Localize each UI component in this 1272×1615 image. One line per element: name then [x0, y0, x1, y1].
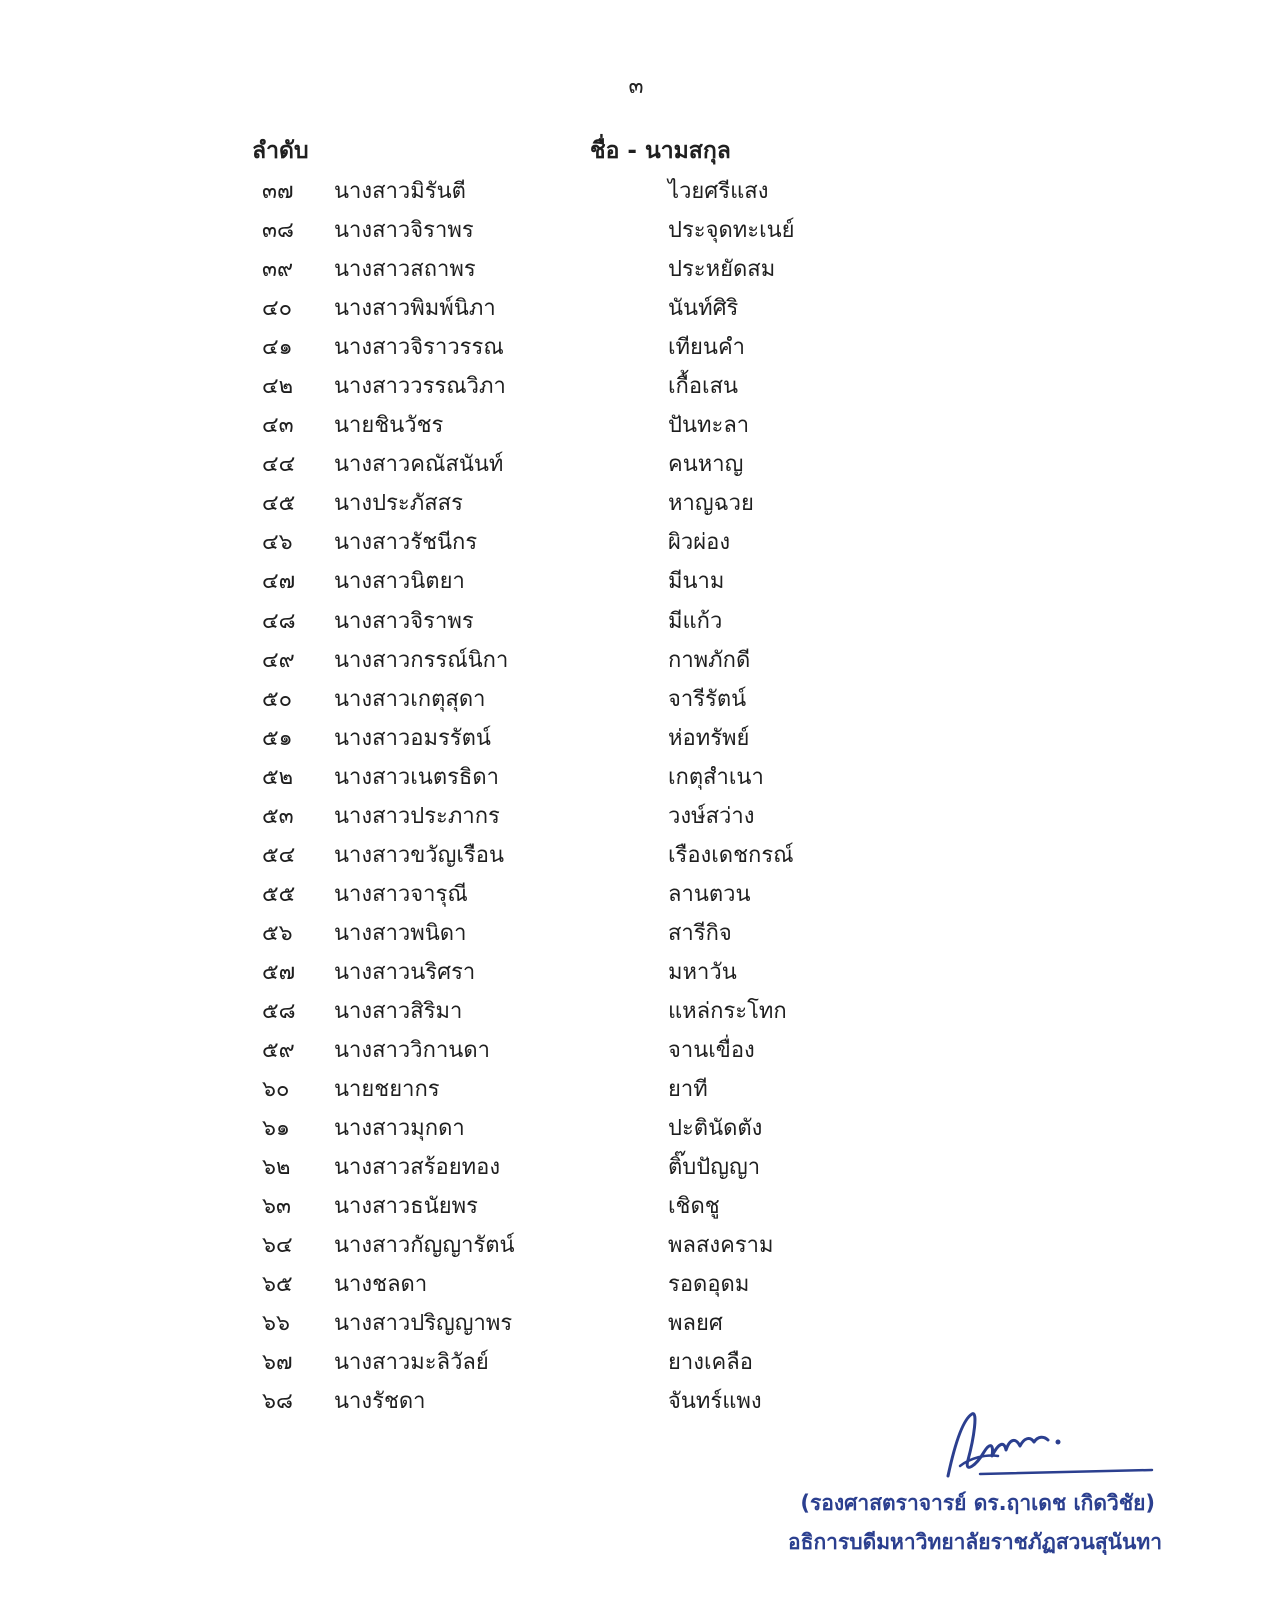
row-number: ๖๔ [262, 1233, 293, 1259]
list-item [0, 680, 1272, 719]
given-name: นางสาวพิมพ์นิภา [334, 296, 496, 322]
list-item [0, 1265, 1272, 1304]
row-number: ๔๗ [262, 569, 296, 595]
list-item [0, 211, 1272, 250]
list-item [0, 719, 1272, 758]
surname: ผิวผ่อง [668, 530, 731, 556]
given-name: นางสาวธนัยพร [334, 1194, 478, 1220]
surname: เรืองเดชกรณ์ [668, 842, 794, 868]
row-number: ๔๔ [262, 452, 296, 478]
row-number: ๖๑ [262, 1116, 290, 1142]
list-item [0, 836, 1272, 875]
list-item [0, 445, 1272, 484]
surname: รอดอุดม [668, 1272, 750, 1298]
list-item [0, 328, 1272, 367]
row-number: ๔๒ [262, 374, 294, 400]
row-number: ๕๒ [262, 764, 294, 790]
list-item [0, 484, 1272, 523]
surname: สารีกิจ [668, 920, 732, 946]
surname: มีแก้ว [668, 608, 723, 634]
row-number: ๖๘ [262, 1389, 293, 1415]
surname: นันท์ศิริ [668, 296, 739, 322]
row-number: ๓๙ [262, 257, 294, 283]
surname: ประหยัดสม [668, 257, 776, 283]
given-name: นางรัชดา [334, 1389, 426, 1415]
list-item [0, 289, 1272, 328]
list-item [0, 1187, 1272, 1226]
row-number: ๖๖ [262, 1311, 290, 1337]
list-item [0, 875, 1272, 914]
row-number: ๕๘ [262, 998, 296, 1024]
column-header-name: ชื่อ - นามสกุล [590, 138, 731, 164]
row-number: ๔๓ [262, 413, 294, 439]
given-name: นางสาวนริศรา [334, 959, 476, 985]
surname: ปันทะลา [668, 413, 750, 439]
given-name: นางสาวเกตุสุดา [334, 686, 486, 712]
given-name: นางสาวจิราพร [334, 218, 474, 244]
given-name: นางสาวสถาพร [334, 257, 476, 283]
row-number: ๕๓ [262, 803, 294, 829]
list-item [0, 641, 1272, 680]
given-name: นางสาวเนตรธิดา [334, 764, 499, 790]
list-item [0, 797, 1272, 836]
row-number: ๖๗ [262, 1350, 293, 1376]
list-item [0, 914, 1272, 953]
surname: เกื้อเสน [668, 374, 739, 400]
given-name: นางสาวปริญญาพร [334, 1311, 513, 1337]
given-name: นางสาวขวัญเรือน [334, 842, 504, 868]
surname: เชิดชู [668, 1194, 720, 1220]
surname: วงษ์สว่าง [668, 803, 755, 829]
list-item [0, 172, 1272, 211]
row-number: ๓๘ [262, 218, 295, 244]
list-item [0, 1304, 1272, 1343]
given-name: นางสาวมะลิวัลย์ [334, 1350, 489, 1376]
surname: พลสงคราม [668, 1233, 774, 1259]
column-header-order: ลำดับ [252, 138, 309, 164]
surname: มีนาม [668, 569, 725, 595]
given-name: นางสาวจิราพร [334, 608, 474, 634]
page-number: ๓ [628, 74, 644, 99]
surname: คนหาญ [668, 452, 744, 478]
row-number: ๖๒ [262, 1155, 291, 1181]
name-list [0, 172, 1272, 1422]
list-item [0, 1109, 1272, 1148]
list-item [0, 250, 1272, 289]
list-item [0, 602, 1272, 641]
row-number: ๓๗ [262, 179, 294, 204]
list-item [0, 562, 1272, 601]
list-item [0, 953, 1272, 992]
surname: แหล่กระโทก [668, 998, 787, 1024]
row-number: ๕๙ [262, 1038, 295, 1064]
given-name: นางสาวจิราวรรณ [334, 335, 504, 361]
row-number: ๔๙ [262, 647, 295, 673]
given-name: นางสาวคณัสนันท์ [334, 452, 504, 478]
given-name: นางสาวมุกดา [334, 1116, 465, 1142]
list-item [0, 1070, 1272, 1109]
row-number: ๖๕ [262, 1272, 293, 1298]
given-name: นายชินวัชร [334, 413, 444, 439]
list-item [0, 1031, 1272, 1070]
surname: จานเขื่อง [668, 1038, 755, 1064]
row-number: ๕๐ [262, 686, 293, 712]
signatory-name: (รองศาสตราจารย์ ดร.ฤาเดช เกิดวิชัย) [800, 1491, 1155, 1515]
row-number: ๕๕ [262, 881, 296, 907]
surname: ประจุดทะเนย์ [668, 218, 795, 244]
surname: ยางเคลือ [668, 1350, 753, 1376]
row-number: ๕๑ [262, 725, 293, 751]
surname: หาญฉวย [668, 491, 754, 517]
given-name: นางสาวอมรรัตน์ [334, 725, 491, 751]
surname: เทียนคำ [668, 335, 746, 361]
list-item [0, 758, 1272, 797]
given-name: นางสาวรัชนีกร [334, 530, 478, 556]
list-item [0, 992, 1272, 1031]
surname: ห่อทรัพย์ [668, 725, 750, 751]
signatory-title: อธิการบดีมหาวิทยาลัยราชภัฏสวนสุนันทา [788, 1530, 1162, 1554]
list-item [0, 1148, 1272, 1187]
given-name: นางสาวมิรันตี [334, 179, 466, 204]
row-number: ๖๓ [262, 1194, 292, 1220]
list-item [0, 1343, 1272, 1382]
given-name: นางสาวกัญญารัตน์ [334, 1233, 515, 1259]
surname: ลานตวน [668, 881, 751, 907]
row-number: ๔๕ [262, 491, 296, 517]
row-number: ๕๖ [262, 920, 293, 946]
surname: เกตุสำเนา [668, 764, 764, 790]
surname: จารีรัตน์ [668, 686, 747, 712]
surname: จันทร์แพง [668, 1389, 762, 1415]
row-number: ๔๐ [262, 296, 293, 322]
given-name: นางสาวจารุณี [334, 881, 468, 907]
given-name: นางสาววรรณวิภา [334, 374, 506, 400]
surname: ยาที [668, 1077, 708, 1103]
row-number: ๕๔ [262, 842, 296, 868]
given-name: นายชยากร [334, 1077, 440, 1103]
list-item [0, 1226, 1272, 1265]
surname: ไวยศรีแสง [668, 179, 769, 204]
given-name: นางสาวสิริมา [334, 998, 463, 1024]
given-name: นางสาวประภากร [334, 803, 500, 829]
surname: มหาวัน [668, 959, 737, 985]
surname: ติ๊บปัญญา [668, 1155, 761, 1181]
row-number: ๔๖ [262, 530, 293, 556]
given-name: นางสาวนิตยา [334, 569, 465, 595]
signature [940, 1408, 1160, 1486]
given-name: นางชลดา [334, 1272, 428, 1298]
list-item [0, 523, 1272, 562]
given-name: นางสาววิกานดา [334, 1038, 490, 1064]
surname: พลยศ [668, 1311, 723, 1337]
given-name: นางสาวกรรณ์นิกา [334, 647, 509, 673]
given-name: นางสาวพนิดา [334, 920, 467, 946]
given-name: นางสาวสร้อยทอง [334, 1155, 501, 1181]
row-number: ๕๗ [262, 959, 296, 985]
list-item [0, 406, 1272, 445]
surname: ปะตินัดตัง [668, 1116, 763, 1142]
list-item [0, 367, 1272, 406]
row-number: ๔๑ [262, 335, 293, 361]
given-name: นางประภัสสร [334, 491, 463, 517]
row-number: ๔๘ [262, 608, 296, 634]
row-number: ๖๐ [262, 1077, 290, 1103]
surname: กาพภักดี [668, 647, 751, 673]
